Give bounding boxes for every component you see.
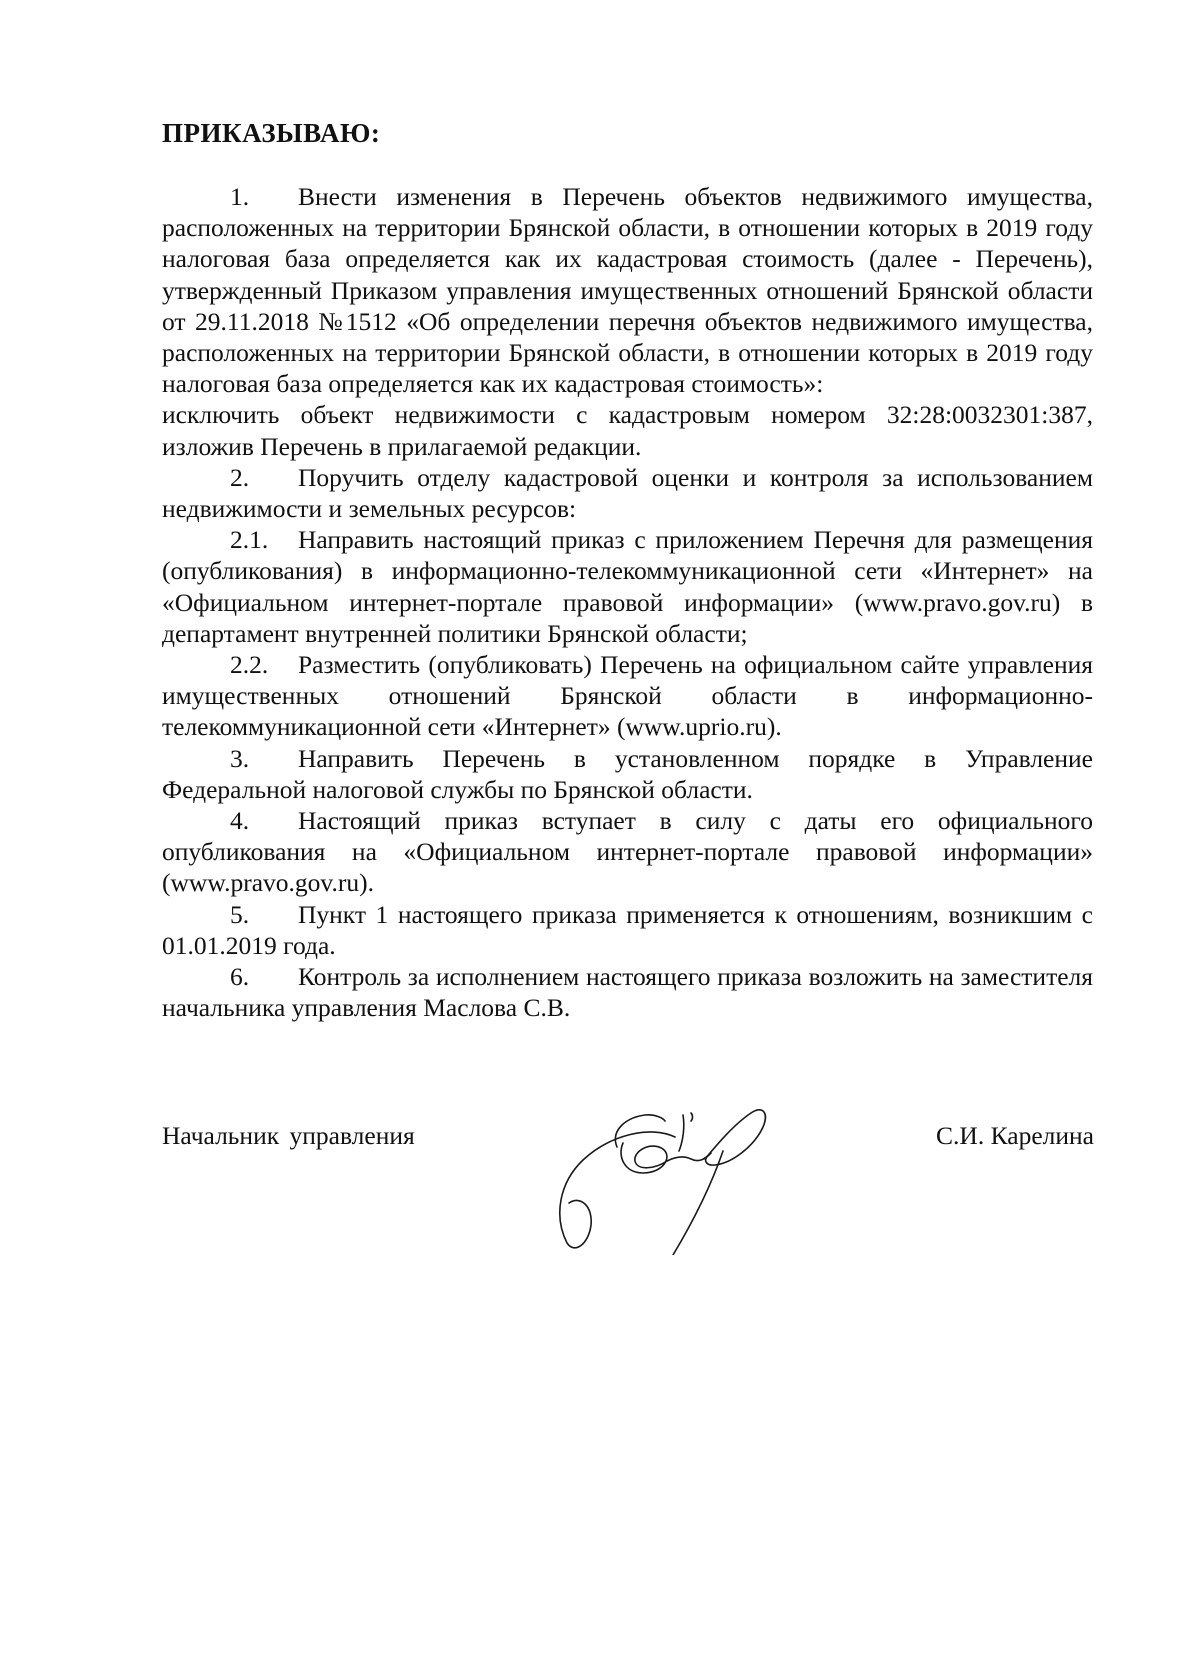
order-item-2-2 <box>162 649 1093 743</box>
item-number: 2.2. <box>230 650 269 680</box>
order-item-1-addendum <box>162 399 1093 461</box>
item-text: Поручить отделу кадастровой оценки и контроля за использованием недвижимости и земельных ресурсов: <box>162 462 1093 524</box>
item-number: 2.1. <box>230 525 269 555</box>
order-item-5 <box>162 899 1093 961</box>
item-text: Разместить (опубликовать) Перечень на официальном сайте управления имущественных отношений Брянской области в информационно-телекоммуникационной сети «Интернет» (www.uprio.ru). <box>162 650 1093 742</box>
order-item-2 <box>162 462 1093 524</box>
item-text: Направить настоящий приказ с приложением Перечня для размещения (опубликования) в информационно-телекоммуникационной сети «Интернет» на «Официальном интернет-портале правовой информации» (www.pravo.gov.ru) в департамент внутренней политики Брянской области; <box>162 525 1093 648</box>
order-body <box>162 181 1093 1023</box>
order-heading: ПРИКАЗЫВАЮ: <box>162 118 381 148</box>
handwritten-signature <box>555 1085 805 1255</box>
item-text: Направить Перечень в установленном порядке в Управление Федеральной налоговой службы по Брянской области. <box>162 743 1093 804</box>
item-number: 3. <box>230 743 250 773</box>
item-text: Контроль за исполнением настоящего приказа возложить на заместителя начальника управления Маслова С.В. <box>162 962 1093 1023</box>
item-number: 4. <box>230 806 250 836</box>
order-item-3 <box>162 743 1093 805</box>
item-text: Пункт 1 настоящего приказа применяется к отношениям, возникшим с 01.01.2019 года. <box>162 899 1093 960</box>
item-number: 6. <box>230 962 250 992</box>
item-number: 5. <box>230 899 250 929</box>
order-item-6 <box>162 961 1093 1023</box>
signatory-position: Начальник управления <box>162 1121 415 1150</box>
item-number: 2. <box>230 462 250 492</box>
order-item-4 <box>162 805 1093 899</box>
item-number: 1. <box>230 182 250 211</box>
signatory-name: С.И. Карелина <box>936 1121 1094 1150</box>
order-item-1 <box>162 181 1093 399</box>
item-text: Внести изменения в Перечень объектов недвижимого имущества, расположенных на территории Брянской области, в отношении которых в 2019 году налоговая база определяется как их кадастровая стоимость (далее - Перечень), утвержденный Приказом управления имущественных отношений Брянской области от 29.11.2018 №1512 «Об определении перечня объектов недвижимого имущества, расположенных на территории Брянской области, в отношении которых в 2019 году налоговая база определяется как их кадастровая стоимость»: <box>162 182 1093 399</box>
order-item-2-1 <box>162 524 1093 649</box>
item-text: Настоящий приказ вступает в силу с даты его официального опубликования на «Официальном интернет-портале правовой информации» (www.pravo.gov.ru). <box>162 806 1093 898</box>
item-text: исключить объект недвижимости с кадастровым номером 32:28:0032301:387, изложив Перечень в прилагаемой редакции. <box>162 400 1093 461</box>
